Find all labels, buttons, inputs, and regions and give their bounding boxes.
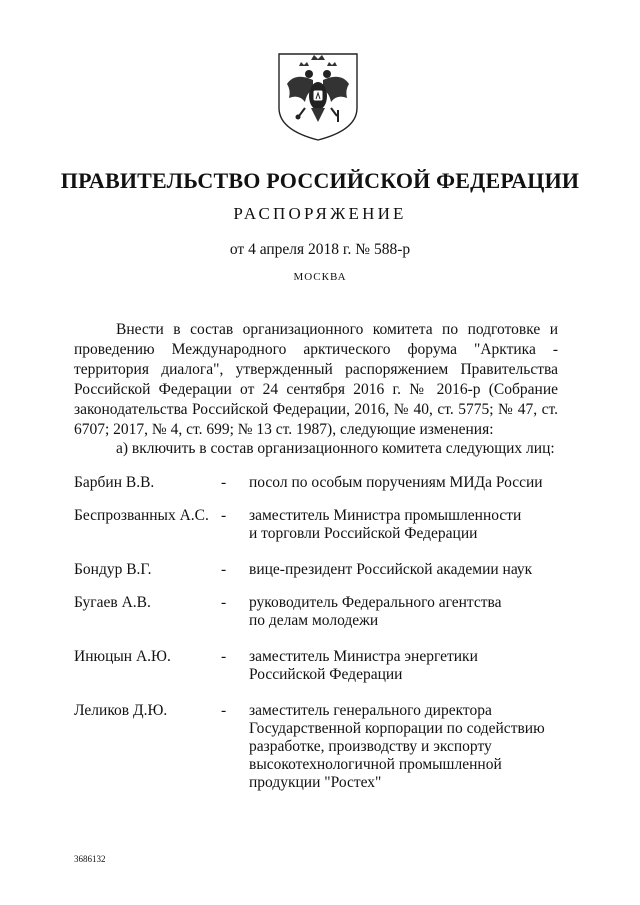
member-position — [249, 507, 569, 543]
member-dash: - — [221, 507, 227, 524]
intro-paragraph: Внести в состав организационного комитета по подготовке и проведению Международного арктического форума "Арктика - территория диалога", утвержденный распоряжением Правительства Российской Федерации от 24 сентября 2016 г. № 2016-р (Собрание законодательства Российской Федерации, 2016, № 40, ст. 5775; № 47, ст. 6707; 2017, № 4, ст. 699; № 13 ст. 1987), следующие изменения: — [74, 321, 558, 438]
subpoint-a: а) включить в состав организационного комитета следующих лиц: — [116, 440, 555, 457]
member-name: Леликов Д.Ю. — [74, 702, 168, 719]
document-date-number: от 4 апреля 2018 г. № 588-р — [229, 241, 411, 258]
document-city: МОСКВА — [293, 271, 347, 283]
member-position-line: руководитель Федерального агентства — [249, 594, 502, 611]
member-position-line: заместитель Министра промышленности — [249, 507, 522, 524]
member-dash: - — [221, 474, 227, 491]
member-name: Барбин В.В. — [74, 474, 155, 491]
member-position-line: заместитель генерального директора — [249, 702, 492, 719]
member-position — [249, 474, 569, 492]
document-type: РАСПОРЯЖЕНИЕ — [233, 204, 407, 223]
member-position-line: по делам молодежи — [249, 612, 379, 629]
member-dash: - — [221, 594, 227, 611]
member-name: Бугаев А.В. — [74, 594, 151, 611]
member-position-line: заместитель Министра энергетики — [249, 648, 478, 665]
government-title: ПРАВИТЕЛЬСТВО РОССИЙСКОЙ ФЕДЕРАЦИИ — [60, 168, 580, 193]
member-name: Беспрозванных А.С. — [74, 507, 209, 524]
member-position — [249, 594, 569, 630]
member-position — [249, 561, 569, 579]
member-dash: - — [221, 648, 227, 665]
coat-of-arms-emblem-icon — [273, 50, 363, 142]
member-row — [74, 561, 564, 594]
footer-document-code: 3686132 — [74, 854, 106, 864]
member-row — [74, 702, 564, 792]
member-row — [74, 507, 564, 561]
member-position-line: и торговли Российской Федерации — [249, 525, 478, 542]
member-position-line: посол по особым поручениям МИДа России — [249, 474, 543, 491]
member-row — [74, 594, 564, 648]
member-row — [74, 474, 564, 507]
member-row — [74, 648, 564, 702]
member-position-line: Государственной корпорации по содействию — [249, 720, 545, 737]
member-position-line: высокотехнологичной промышленной — [249, 756, 502, 773]
member-dash: - — [221, 561, 227, 578]
member-position-line: Российской Федерации — [249, 666, 403, 683]
member-position — [249, 702, 569, 792]
member-position — [249, 648, 569, 684]
member-dash: - — [221, 702, 227, 719]
member-position-line: продукции "Ростех" — [249, 774, 382, 791]
members-list — [74, 474, 564, 792]
member-position-line: разработке, производству и экспорту — [249, 738, 492, 755]
member-name: Бондур В.Г. — [74, 561, 152, 578]
member-position-line: вице-президент Российской академии наук — [249, 561, 533, 578]
member-name: Инюцын А.Ю. — [74, 648, 171, 665]
